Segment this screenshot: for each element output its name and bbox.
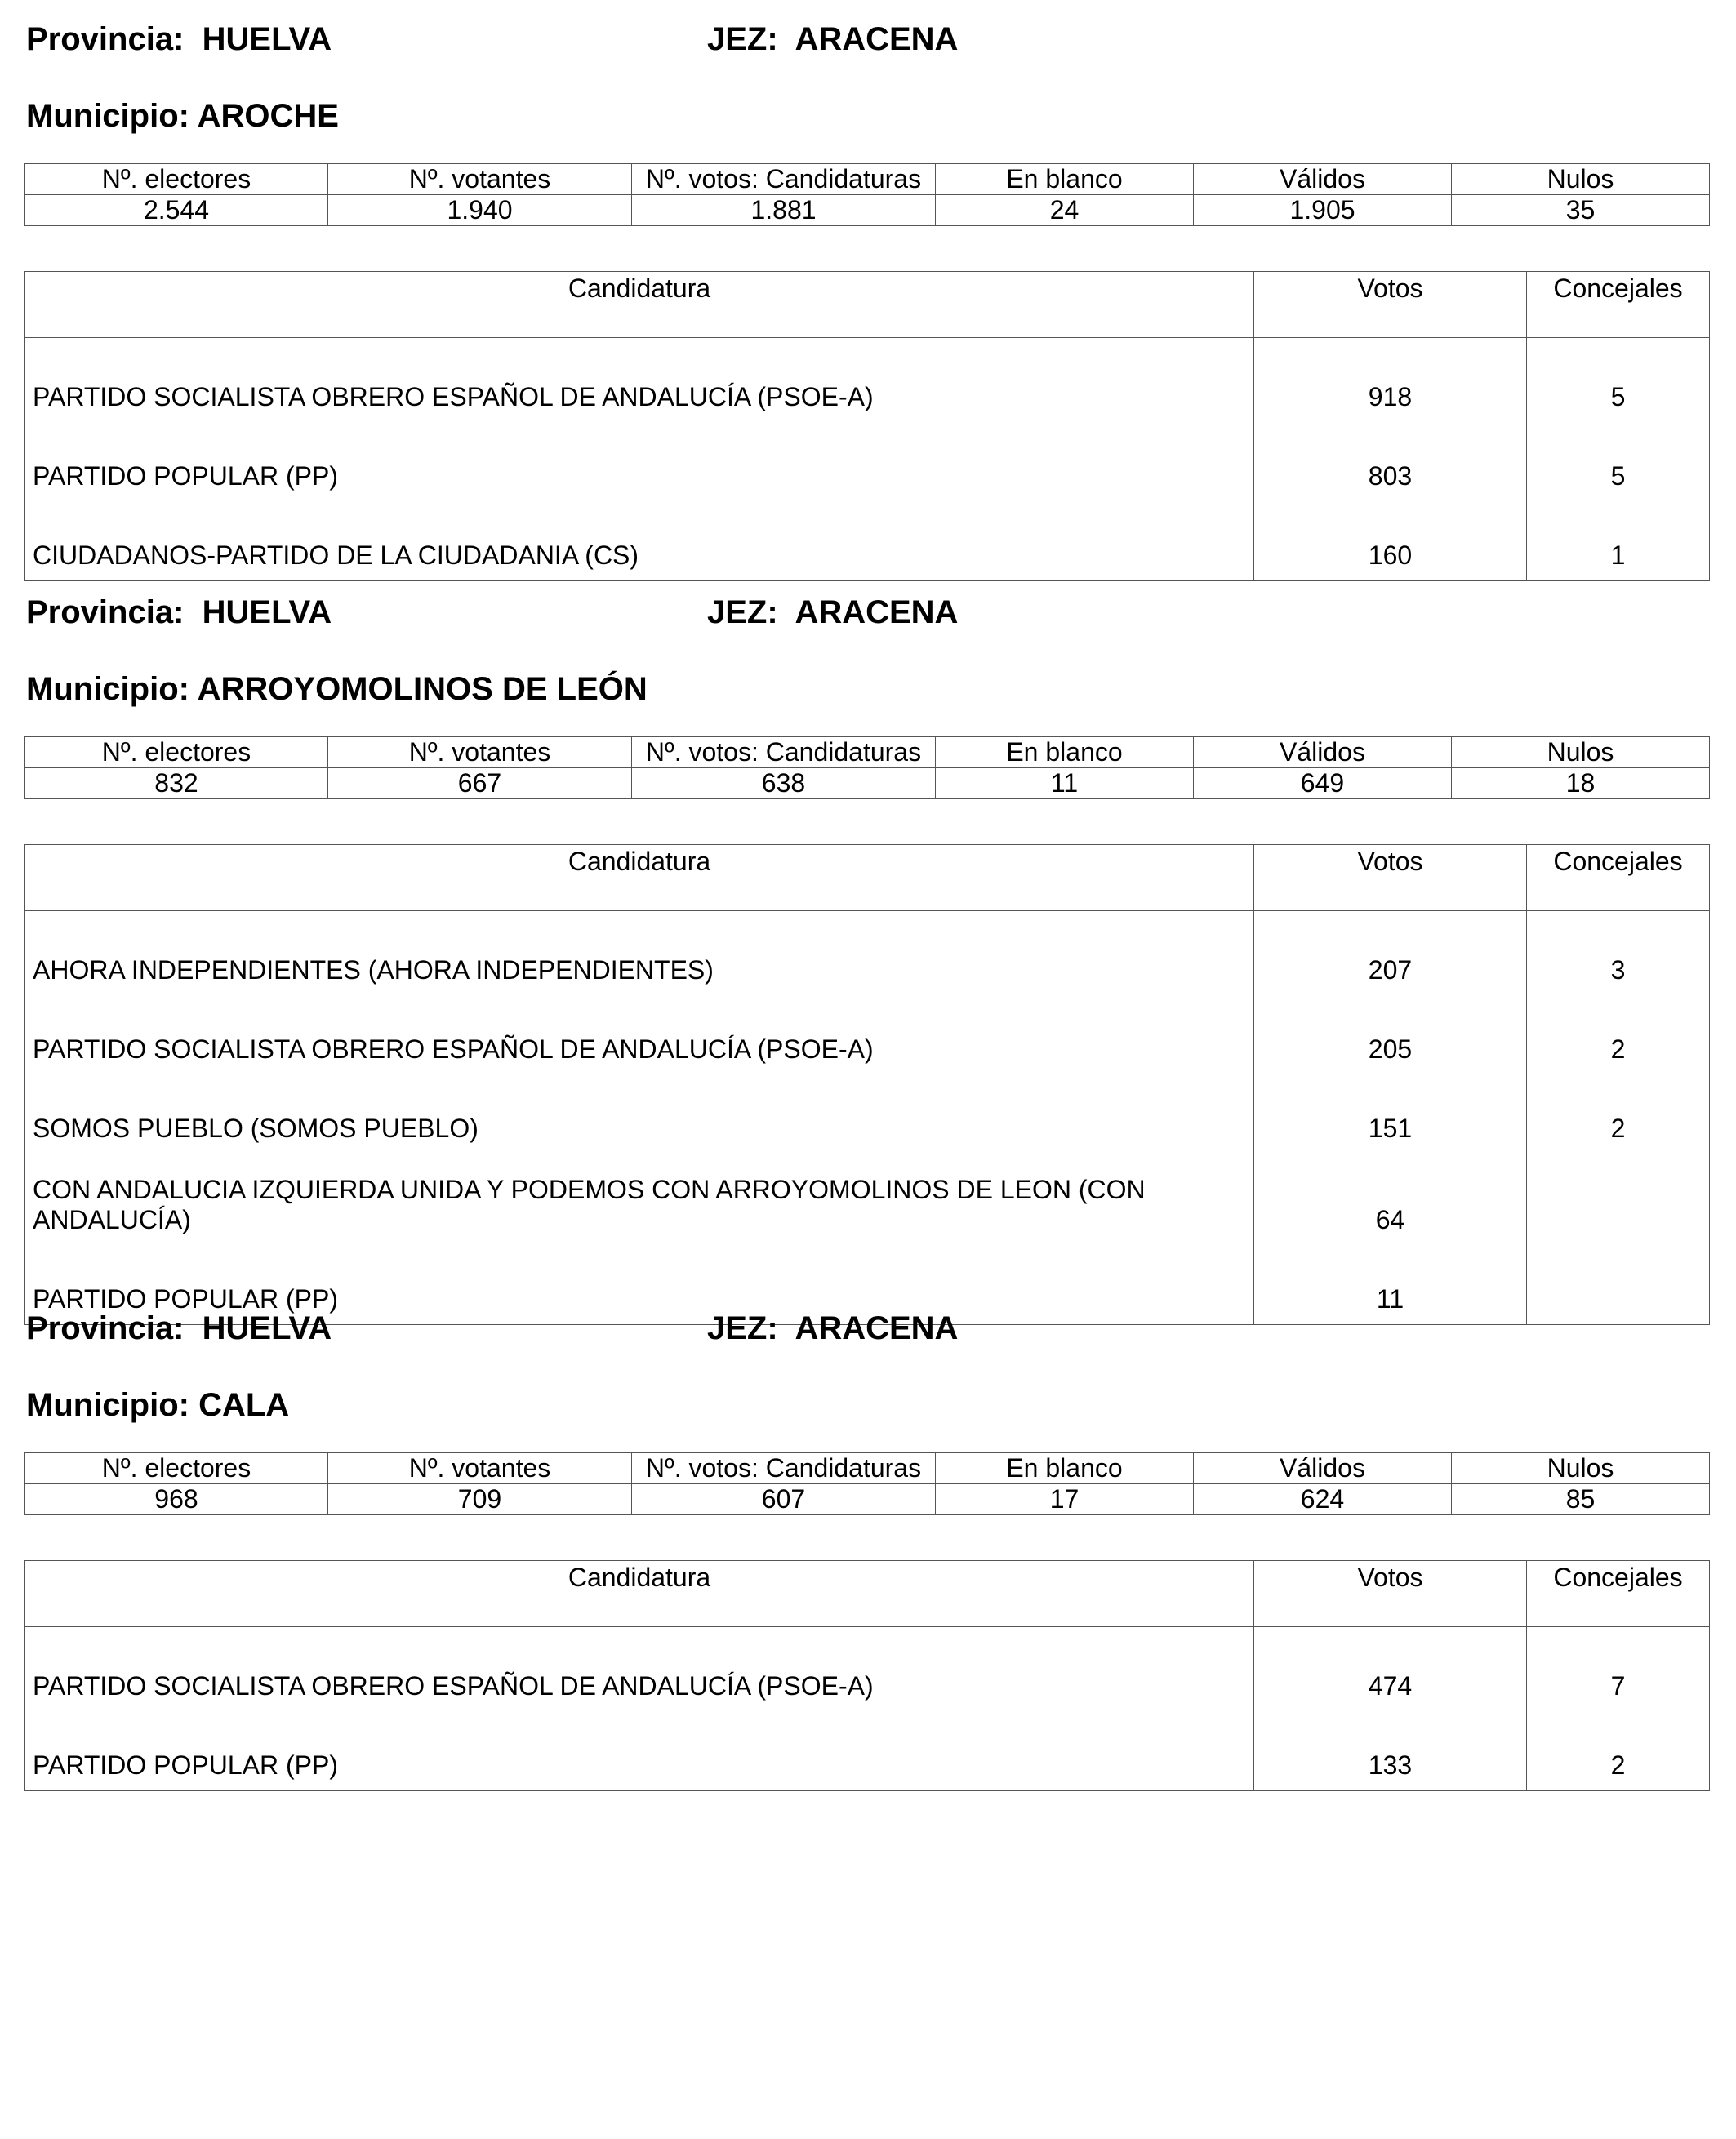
stats-value: 649 — [1194, 768, 1452, 799]
candidates-header-row — [25, 1561, 1710, 1627]
candidate-votos: 11 — [1254, 1245, 1527, 1325]
candidate-name: CIUDADANOS-PARTIDO DE LA CIUDADANIA (CS) — [25, 501, 1254, 581]
candidate-row — [25, 422, 1710, 501]
candidate-name: PARTIDO POPULAR (PP) — [25, 1245, 1254, 1325]
votos-header: Votos — [1254, 845, 1527, 911]
votos-header: Votos — [1254, 1561, 1527, 1627]
provincia-heading: Provincia: HUELVA — [26, 21, 332, 57]
candidate-name: PARTIDO POPULAR (PP) — [25, 1711, 1254, 1791]
candidate-concejales: 1 — [1527, 501, 1710, 581]
stats-header: Nº. votantes — [328, 737, 632, 768]
candidate-name: PARTIDO SOCIALISTA OBRERO ESPAÑOL DE ANDALUCÍA (PSOE-A) — [25, 1632, 1254, 1711]
section-cala — [24, 1310, 1709, 1780]
jez-heading: JEZ: ARACENA — [707, 1310, 959, 1346]
candidate-votos: 474 — [1254, 1632, 1527, 1711]
candidate-concejales: 2 — [1527, 1711, 1710, 1791]
candidate-row — [25, 1074, 1710, 1154]
candidate-row — [25, 1632, 1710, 1711]
stats-header: Nº. votos: Candidaturas — [632, 164, 936, 195]
municipio-heading: Municipio: CALA — [26, 1387, 290, 1423]
candidate-concejales: 7 — [1527, 1632, 1710, 1711]
stats-value: 1.905 — [1194, 195, 1452, 226]
stats-table — [24, 163, 1710, 226]
stats-header: Nº. votantes — [328, 1453, 632, 1484]
provincia-heading: Provincia: HUELVA — [26, 1310, 332, 1346]
candidate-row — [25, 343, 1710, 422]
candidate-concejales: 2 — [1527, 995, 1710, 1074]
candidate-name: CON ANDALUCIA IZQUIERDA UNIDA Y PODEMOS CON ARROYOMOLINOS DE LEON (CON ANDALUCÍA) — [25, 1154, 1254, 1245]
stats-header: Nulos — [1452, 164, 1710, 195]
candidate-name: AHORA INDEPENDIENTES (AHORA INDEPENDIENTES) — [25, 916, 1254, 995]
stats-header: En blanco — [936, 737, 1194, 768]
candidates-header-row — [25, 272, 1710, 338]
candidate-name: PARTIDO POPULAR (PP) — [25, 422, 1254, 501]
candidate-votos: 160 — [1254, 501, 1527, 581]
section-aroche — [24, 21, 1709, 570]
candidate-votos: 207 — [1254, 916, 1527, 995]
provincia-heading: Provincia: HUELVA — [26, 594, 332, 630]
stats-value: 624 — [1194, 1484, 1452, 1515]
candidate-concejales: 5 — [1527, 422, 1710, 501]
stats-table — [24, 736, 1710, 799]
jez-heading: JEZ: ARACENA — [707, 21, 959, 57]
candidates-table — [24, 844, 1710, 1325]
candidate-row — [25, 501, 1710, 581]
stats-value: 24 — [936, 195, 1194, 226]
stats-header: Nulos — [1452, 737, 1710, 768]
stats-header: Nº. electores — [25, 164, 328, 195]
stats-value: 11 — [936, 768, 1194, 799]
candidate-votos: 64 — [1254, 1154, 1527, 1245]
stats-header-row — [25, 1453, 1710, 1484]
stats-table — [24, 1452, 1710, 1515]
candidate-name: SOMOS PUEBLO (SOMOS PUEBLO) — [25, 1074, 1254, 1154]
concejales-header: Concejales — [1527, 1561, 1710, 1627]
stats-header: Nulos — [1452, 1453, 1710, 1484]
candidate-row — [25, 1711, 1710, 1791]
stats-header: Válidos — [1194, 737, 1452, 768]
candidate-votos: 918 — [1254, 343, 1527, 422]
stats-value: 17 — [936, 1484, 1194, 1515]
candidate-row — [25, 1154, 1710, 1245]
candidates-table — [24, 1560, 1710, 1791]
candidatura-header: Candidatura — [25, 272, 1254, 338]
stats-value: 85 — [1452, 1484, 1710, 1515]
stats-value: 709 — [328, 1484, 632, 1515]
stats-value: 1.881 — [632, 195, 936, 226]
votos-header: Votos — [1254, 272, 1527, 338]
candidate-concejales — [1527, 1154, 1710, 1245]
candidate-name: PARTIDO SOCIALISTA OBRERO ESPAÑOL DE ANDALUCÍA (PSOE-A) — [25, 343, 1254, 422]
stats-header: Nº. electores — [25, 737, 328, 768]
stats-value-row — [25, 195, 1710, 226]
municipio-heading: Municipio: ARROYOMOLINOS DE LEÓN — [26, 671, 648, 707]
candidates-header-row — [25, 845, 1710, 911]
stats-value: 2.544 — [25, 195, 328, 226]
candidate-votos: 151 — [1254, 1074, 1527, 1154]
municipio-heading: Municipio: AROCHE — [26, 98, 339, 134]
candidate-concejales: 3 — [1527, 916, 1710, 995]
concejales-header: Concejales — [1527, 272, 1710, 338]
stats-header: Nº. votos: Candidaturas — [632, 737, 936, 768]
candidate-concejales: 2 — [1527, 1074, 1710, 1154]
candidate-row — [25, 995, 1710, 1074]
candidatura-header: Candidatura — [25, 1561, 1254, 1627]
stats-value: 638 — [632, 768, 936, 799]
stats-header: Válidos — [1194, 1453, 1452, 1484]
stats-value: 18 — [1452, 768, 1710, 799]
stats-value: 667 — [328, 768, 632, 799]
candidatura-header: Candidatura — [25, 845, 1254, 911]
candidates-table — [24, 271, 1710, 581]
candidate-name: PARTIDO SOCIALISTA OBRERO ESPAÑOL DE ANDALUCÍA (PSOE-A) — [25, 995, 1254, 1074]
stats-value: 607 — [632, 1484, 936, 1515]
candidate-row — [25, 916, 1710, 995]
candidate-votos: 133 — [1254, 1711, 1527, 1791]
stats-header: Nº. votos: Candidaturas — [632, 1453, 936, 1484]
section-arroyomolinos — [24, 594, 1709, 1314]
stats-value: 968 — [25, 1484, 328, 1515]
stats-header: Nº. electores — [25, 1453, 328, 1484]
stats-header: En blanco — [936, 1453, 1194, 1484]
jez-heading: JEZ: ARACENA — [707, 594, 959, 630]
stats-header: Nº. votantes — [328, 164, 632, 195]
concejales-header: Concejales — [1527, 845, 1710, 911]
stats-value-row — [25, 1484, 1710, 1515]
candidate-votos: 205 — [1254, 995, 1527, 1074]
stats-header: En blanco — [936, 164, 1194, 195]
stats-value-row — [25, 768, 1710, 799]
stats-value: 35 — [1452, 195, 1710, 226]
candidate-votos: 803 — [1254, 422, 1527, 501]
stats-value: 832 — [25, 768, 328, 799]
stats-header-row — [25, 737, 1710, 768]
stats-value: 1.940 — [328, 195, 632, 226]
stats-header-row — [25, 164, 1710, 195]
stats-header: Válidos — [1194, 164, 1452, 195]
candidate-concejales: 5 — [1527, 343, 1710, 422]
